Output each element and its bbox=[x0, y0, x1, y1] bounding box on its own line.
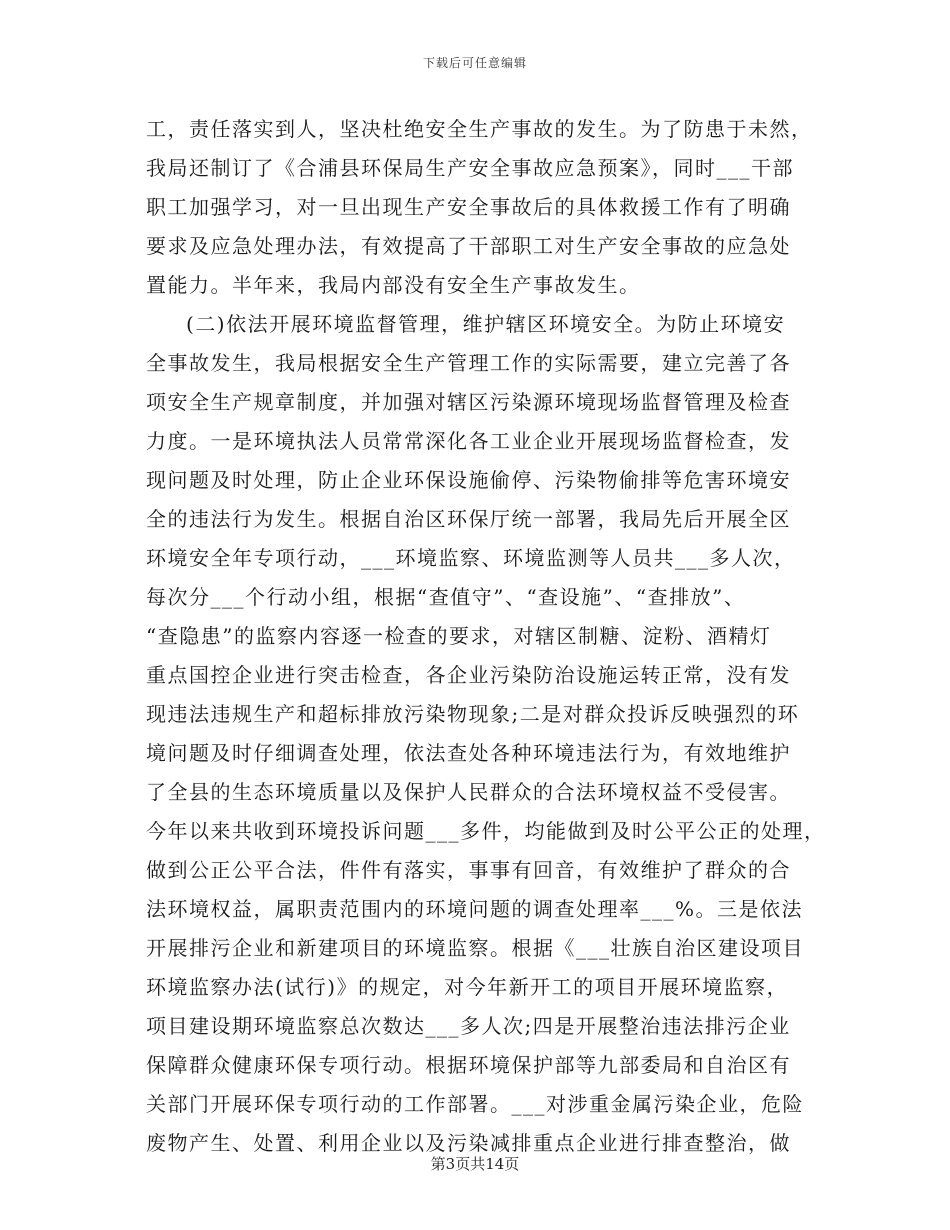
text-line: 全事故发生，我局根据安全生产管理工作的实际需要，建立完善了各 bbox=[146, 351, 791, 375]
text-line: 重点国控企业进行突击检查，各企业污染防治设施运转正常，没有发 bbox=[146, 663, 791, 687]
text-line: 置能力。半年来，我局内部没有安全生产事故发生。 bbox=[146, 273, 641, 297]
text-line: 环境安全年专项行动，___环境监察、环境监测等人员共___多人次， bbox=[146, 546, 796, 570]
paragraph-start-line: (二)依法开展环境监督管理，维护辖区环境安全。为防止环境安 bbox=[186, 312, 786, 336]
page-header: 下载后可任意编辑 bbox=[422, 56, 527, 70]
text-line: 保障群众健康环保专项行动。根据环境保护部等九部委局和自治区有 bbox=[146, 1053, 791, 1077]
text-line: 每次分___个行动小组，根据“查值守”、“查设施”、“查排放”、 bbox=[146, 585, 746, 609]
document-body bbox=[146, 110, 826, 1163]
text-line: 法环境权益，属职责范围内的环境问题的调查处理率___%。三是依法 bbox=[146, 897, 804, 921]
text-line: 关部门开展环保专项行动的工作部署。___对涉重金属污染企业，危险 bbox=[146, 1092, 804, 1116]
text-line: 我局还制订了《合浦县环保局生产安全事故应急预案》，同时___干部 bbox=[146, 156, 794, 180]
text-line: 现问题及时处理，防止企业环保设施偷停、污染物偷排等危害环境安 bbox=[146, 468, 791, 492]
text-line: 项目建设期环境监察总次数达___多人次;四是开展整治违法排污企业 bbox=[146, 1014, 791, 1038]
text-line: 要求及应急处理办法，有效提高了干部职工对生产安全事故的应急处 bbox=[146, 234, 791, 258]
text-line: “查隐患”的监察内容逐一检查的要求，对辖区制糖、淀粉、酒精灯 bbox=[146, 624, 772, 648]
text-line: 环境监察办法(试行)》的规定，对今年新开工的项目开展环境监察， bbox=[146, 975, 789, 999]
text-line: 境问题及时仔细调查处理，依法查处各种环境违法行为，有效地维护 bbox=[146, 741, 791, 765]
text-line: 了全县的生态环境质量以及保护人民群众的合法环境权益不受侵害。 bbox=[146, 780, 791, 804]
text-line: 项安全生产规章制度，并加强对辖区污染源环境现场监督管理及检查 bbox=[146, 390, 791, 414]
text-line: 工，责任落实到人，坚决杜绝安全生产事故的发生。为了防患于未然， bbox=[146, 117, 813, 141]
text-line: 职工加强学习，对一旦出现生产安全事故后的具体救援工作有了明确 bbox=[146, 195, 791, 219]
text-line: 做到公正公平合法，件件有落实，事事有回音，有效维护了群众的合 bbox=[146, 858, 791, 882]
text-line: 全的违法行为发生。根据自治区环保厅统一部署，我局先后开展全区 bbox=[146, 507, 791, 531]
page-number: 第3页共14页 bbox=[430, 1155, 520, 1173]
text-line: 今年以来共收到环境投诉问题___多件，均能做到及时公平公正的处理， bbox=[146, 819, 826, 843]
text-line: 力度。一是环境执法人员常常深化各工业企业开展现场监督检查，发 bbox=[146, 429, 791, 453]
text-line: 废物产生、处置、利用企业以及污染减排重点企业进行排查整治，做 bbox=[146, 1131, 791, 1155]
text-line: 开展排污企业和新建项目的环境监察。根据《___壮族自治区建设项目 bbox=[146, 936, 804, 960]
text-line: 现违法违规生产和超标排放污染物现象;二是对群众投诉反映强烈的环 bbox=[146, 702, 800, 726]
